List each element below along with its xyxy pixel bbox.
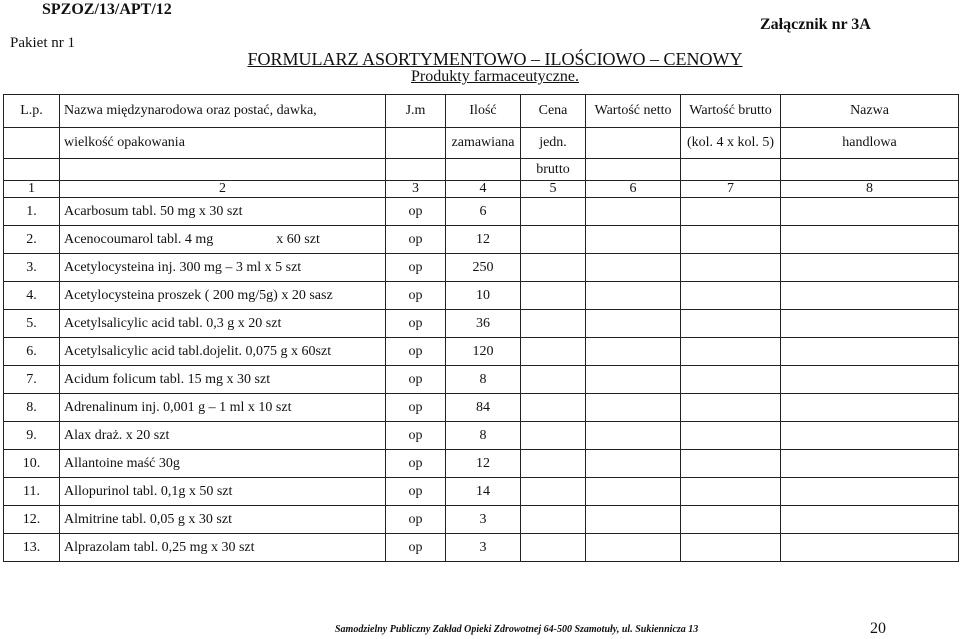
col-price-header-line2: jedn. (521, 128, 586, 159)
row-quantity: 12 (446, 450, 521, 478)
row-product-name: Acetylsalicylic acid tabl.dojelit. 0,075 g x 60szt (60, 338, 386, 366)
row-unit: op (386, 394, 446, 422)
table-row (4, 338, 959, 366)
table-row (4, 254, 959, 282)
row-gross-value (681, 422, 781, 450)
row-lp: 7. (4, 366, 60, 394)
row-trade-name (781, 422, 959, 450)
col-trade-name-header-line1: Nazwa (781, 95, 959, 128)
table-row (4, 282, 959, 310)
col-price-header-line1: Cena (521, 95, 586, 128)
row-trade-name (781, 534, 959, 562)
column-number: 1 (4, 181, 60, 198)
page-number: 20 (870, 620, 886, 637)
row-product-name: Alprazolam tabl. 0,25 mg x 30 szt (60, 534, 386, 562)
row-unit-price (521, 534, 586, 562)
row-unit: op (386, 310, 446, 338)
row-gross-value (681, 282, 781, 310)
row-lp: 6. (4, 338, 60, 366)
header-row-3 (4, 159, 959, 181)
row-lp: 8. (4, 394, 60, 422)
row-gross-value (681, 310, 781, 338)
row-gross-value (681, 254, 781, 282)
row-lp: 2. (4, 226, 60, 254)
row-unit-price (521, 422, 586, 450)
col-gross-header-line2: (kol. 4 x kol. 5) (681, 128, 781, 159)
row-unit: op (386, 534, 446, 562)
row-unit-price (521, 226, 586, 254)
row-unit: op (386, 450, 446, 478)
column-number: 7 (681, 181, 781, 198)
row-quantity: 14 (446, 478, 521, 506)
row-net-value (586, 422, 681, 450)
row-unit: op (386, 422, 446, 450)
row-trade-name (781, 478, 959, 506)
row-product-name: Acarbosum tabl. 50 mg x 30 szt (60, 198, 386, 226)
row-gross-value (681, 534, 781, 562)
row-lp: 4. (4, 282, 60, 310)
column-number-row (4, 181, 959, 198)
col-gross-header-line1: Wartość brutto (681, 95, 781, 128)
row-gross-value (681, 366, 781, 394)
row-trade-name (781, 394, 959, 422)
col-name-header-line2: wielkość opakowania (60, 128, 386, 159)
row-unit: op (386, 254, 446, 282)
row-trade-name (781, 198, 959, 226)
row-lp: 12. (4, 506, 60, 534)
footer-address: Samodzielny Publiczny Zakład Opieki Zdrowotnej 64-500 Szamotuły, ul. Sukiennicza 13 (335, 624, 699, 635)
attachment-label: Załącznik nr 3A (760, 16, 871, 33)
row-quantity: 84 (446, 394, 521, 422)
row-quantity: 36 (446, 310, 521, 338)
row-unit-price (521, 198, 586, 226)
row-unit-price (521, 254, 586, 282)
table-row (4, 478, 959, 506)
row-net-value (586, 394, 681, 422)
row-quantity: 6 (446, 198, 521, 226)
row-lp: 1. (4, 198, 60, 226)
column-number: 3 (386, 181, 446, 198)
col-price-header-line3: brutto (521, 159, 586, 181)
col-lp-header: L.p. (4, 95, 60, 128)
header-row-2 (4, 128, 959, 159)
column-number: 6 (586, 181, 681, 198)
row-gross-value (681, 450, 781, 478)
table-row (4, 422, 959, 450)
table-row (4, 198, 959, 226)
row-quantity: 8 (446, 422, 521, 450)
row-gross-value (681, 394, 781, 422)
row-lp: 3. (4, 254, 60, 282)
form-subtitle: Produkty farmaceutyczne. (411, 68, 579, 85)
col-jm-header: J.m (386, 95, 446, 128)
row-net-value (586, 310, 681, 338)
column-number: 4 (446, 181, 521, 198)
row-product-name: Acetylocysteina proszek ( 200 mg/5g) x 20 sasz (60, 282, 386, 310)
column-number: 2 (60, 181, 386, 198)
table-row (4, 394, 959, 422)
row-gross-value (681, 478, 781, 506)
row-trade-name (781, 226, 959, 254)
row-unit: op (386, 366, 446, 394)
row-lp: 5. (4, 310, 60, 338)
row-trade-name (781, 310, 959, 338)
row-lp: 11. (4, 478, 60, 506)
row-net-value (586, 478, 681, 506)
row-trade-name (781, 338, 959, 366)
row-unit-price (521, 310, 586, 338)
row-gross-value (681, 506, 781, 534)
row-product-name: Alax draż. x 20 szt (60, 422, 386, 450)
row-quantity: 12 (446, 226, 521, 254)
row-product-name: Allantoine maść 30g (60, 450, 386, 478)
row-unit-price (521, 366, 586, 394)
row-net-value (586, 450, 681, 478)
col-name-header-line1: Nazwa międzynarodowa oraz postać, dawka, (60, 95, 386, 128)
row-net-value (586, 254, 681, 282)
row-trade-name (781, 254, 959, 282)
row-quantity: 3 (446, 506, 521, 534)
row-net-value (586, 506, 681, 534)
products-table (3, 94, 959, 562)
row-product-name: Acetylocysteina inj. 300 mg – 3 ml x 5 szt (60, 254, 386, 282)
table-row (4, 534, 959, 562)
row-lp: 9. (4, 422, 60, 450)
row-lp: 13. (4, 534, 60, 562)
row-unit: op (386, 282, 446, 310)
row-unit-price (521, 394, 586, 422)
row-gross-value (681, 226, 781, 254)
col-trade-name-header-line2: handlowa (781, 128, 959, 159)
row-unit: op (386, 198, 446, 226)
row-unit: op (386, 478, 446, 506)
column-number: 8 (781, 181, 959, 198)
row-trade-name (781, 282, 959, 310)
row-unit: op (386, 226, 446, 254)
header-row-1 (4, 95, 959, 128)
row-net-value (586, 366, 681, 394)
package-number: Pakiet nr 1 (10, 35, 75, 51)
row-gross-value (681, 198, 781, 226)
row-net-value (586, 534, 681, 562)
row-quantity: 8 (446, 366, 521, 394)
column-number: 5 (521, 181, 586, 198)
row-gross-value (681, 338, 781, 366)
row-unit-price (521, 338, 586, 366)
table-row (4, 506, 959, 534)
row-trade-name (781, 366, 959, 394)
row-lp: 10. (4, 450, 60, 478)
row-product-name: Acidum folicum tabl. 15 mg x 30 szt (60, 366, 386, 394)
table-row (4, 450, 959, 478)
col-net-header: Wartość netto (586, 95, 681, 128)
row-unit: op (386, 338, 446, 366)
row-quantity: 120 (446, 338, 521, 366)
row-trade-name (781, 506, 959, 534)
row-product-name: Almitrine tabl. 0,05 g x 30 szt (60, 506, 386, 534)
row-product-name: Adrenalinum inj. 0,001 g – 1 ml x 10 szt (60, 394, 386, 422)
row-unit-price (521, 478, 586, 506)
row-product-name: Acetylsalicylic acid tabl. 0,3 g x 20 szt (60, 310, 386, 338)
col-qty-header-line2: zamawiana (446, 128, 521, 159)
document-code: SPZOZ/13/APT/12 (42, 1, 172, 18)
col-qty-header-line1: Ilość (446, 95, 521, 128)
table-row (4, 366, 959, 394)
row-quantity: 3 (446, 534, 521, 562)
row-net-value (586, 338, 681, 366)
row-product-name: Allopurinol tabl. 0,1g x 50 szt (60, 478, 386, 506)
row-net-value (586, 226, 681, 254)
row-net-value (586, 282, 681, 310)
row-unit: op (386, 506, 446, 534)
row-unit-price (521, 506, 586, 534)
table-row (4, 226, 959, 254)
row-quantity: 250 (446, 254, 521, 282)
row-unit-price (521, 450, 586, 478)
row-quantity: 10 (446, 282, 521, 310)
row-trade-name (781, 450, 959, 478)
row-unit-price (521, 282, 586, 310)
form-title: FORMULARZ ASORTYMENTOWO – ILOŚCIOWO – CENOWY (247, 49, 743, 69)
row-net-value (586, 198, 681, 226)
table-row (4, 310, 959, 338)
row-product-name: Acenocoumarol tabl. 4 mg x 60 szt (60, 226, 386, 254)
